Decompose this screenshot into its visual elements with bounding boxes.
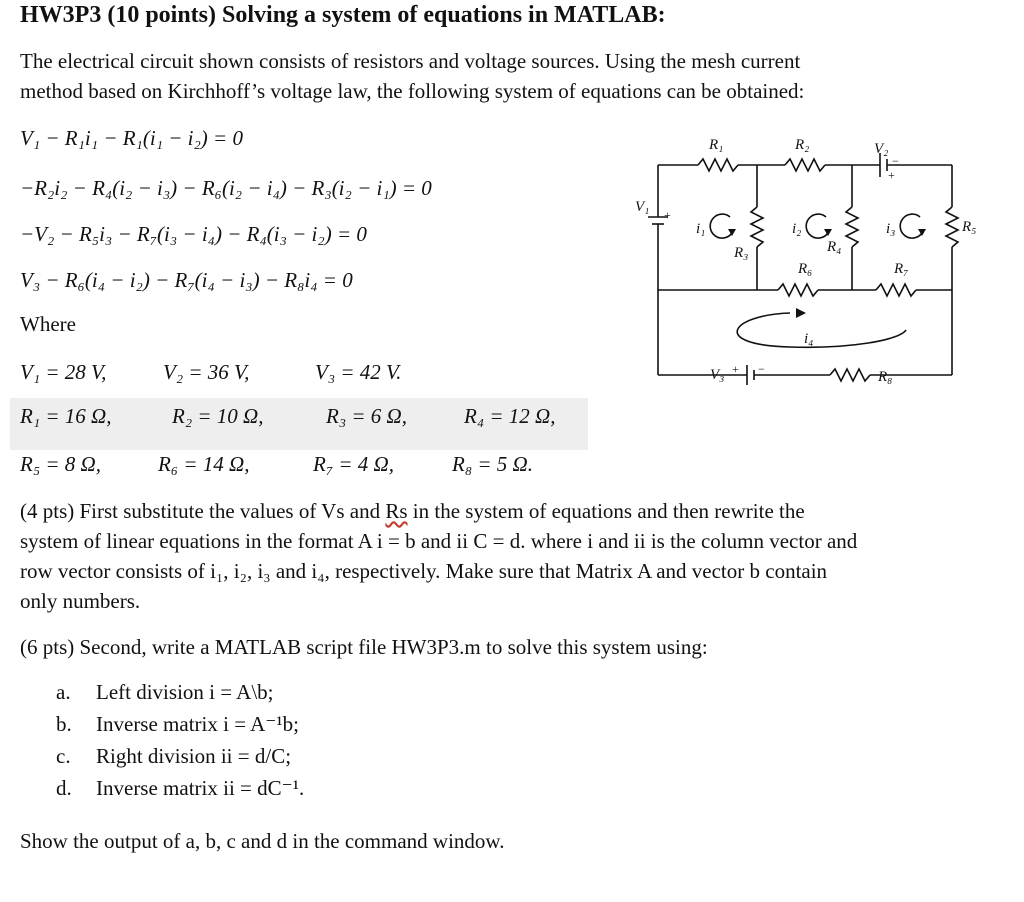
r7-value: R₇ = 4 Ω, (313, 452, 394, 476)
label-i4: i₄ (804, 331, 814, 347)
list-item-text: Left division i = A\b; (96, 680, 274, 704)
where-label: Where (20, 312, 76, 336)
part1-line-1-b: in the system of equations and then rewrite the (407, 499, 805, 523)
list-item (56, 776, 304, 801)
label-r5: R₅ (962, 219, 977, 235)
list-item-label: c. (56, 744, 71, 768)
label-v2-plus: + (888, 168, 895, 182)
list-item-text: Inverse matrix i = A⁻¹b; (96, 712, 300, 736)
r2-value: R₂ = 10 Ω, (172, 404, 264, 428)
page-title: HW3P3 (10 points) Solving a system of equations in MATLAB: (20, 2, 666, 28)
label-v1-plus: + (664, 208, 671, 222)
r1-value: R₁ = 16 Ω, (20, 404, 112, 428)
v1-value: V₁ = 28 V, (20, 360, 107, 384)
part1-line-2: system of linear equations in the format A i = b and ii C = d. where i and ii is the column vector and (20, 529, 858, 553)
equation-1: V₁ − R₁i₁ − R₁(i₁ − i₂) = 0 (20, 126, 243, 150)
r6-resistor (778, 284, 818, 296)
equation-2: −R₂i₂ − R₄(i₂ − i₃) − R₆(i₂ − i₄) − R₃(i₂ − i₁) = 0 (20, 176, 432, 200)
list-item (56, 712, 299, 737)
label-r2: R₂ (795, 137, 810, 153)
label-r1: R₁ (709, 137, 724, 153)
part1-rs-word: Rs (385, 499, 408, 523)
r1-resistor (698, 159, 738, 171)
label-i2: i₂ (792, 221, 802, 237)
r3-value: R₃ = 6 Ω, (326, 404, 407, 428)
r4-resistor (846, 207, 858, 247)
label-v2: V₂ (874, 141, 889, 157)
part1-line-3: row vector consists of i₁, i₂, i₃ and i₄, respectively. Make sure that Matrix A and vector b contain (20, 559, 828, 583)
equation-4: V₃ − R₆(i₄ − i₂) − R₇(i₄ − i₃) − R₈i₄ = 0 (20, 268, 353, 292)
label-r8: R₈ (878, 369, 893, 385)
r2-resistor (785, 159, 825, 171)
list-item-label: b. (56, 712, 72, 736)
list-item-text: Inverse matrix ii = dC⁻¹. (96, 776, 305, 800)
intro-line-2: method based on Kirchhoff’s voltage law, the following system of equations can be obtained: (20, 79, 805, 103)
r8-resistor (830, 369, 870, 381)
v3-value: V₃ = 42 V. (315, 360, 402, 384)
v2-value: V₂ = 36 V, (163, 360, 250, 384)
label-v1: V₁ (635, 199, 650, 215)
label-r7: R₇ (894, 261, 909, 277)
label-v3-minus: − (758, 362, 765, 376)
label-r4: R₄ (827, 239, 842, 255)
label-i1: i₁ (696, 221, 706, 237)
label-v3: V₃ (710, 367, 725, 383)
part1-line-1 (20, 496, 805, 526)
mesh-i2-arrow (806, 214, 828, 238)
list-item-label: a. (56, 680, 71, 704)
label-v3-plus: + (732, 362, 739, 376)
r6-value: R₆ = 14 Ω, (158, 452, 250, 476)
r5-resistor (946, 207, 958, 247)
label-r6: R₆ (798, 261, 813, 277)
label-i3: i₃ (886, 221, 896, 237)
r5-value: R₅ = 8 Ω, (20, 452, 101, 476)
part1-line-1-a: (4 pts) First substitute the values of Vs and (20, 499, 386, 523)
list-item-text: Right division ii = d/C; (96, 744, 292, 768)
part1-line-4: only numbers. (20, 589, 141, 613)
list-item (56, 744, 291, 769)
list-item-label: d. (56, 776, 72, 800)
closing-text: Show the output of a, b, c and d in the command window. (20, 829, 505, 853)
label-v2-minus: − (892, 154, 899, 168)
part2-text: (6 pts) Second, write a MATLAB script file HW3P3.m to solve this system using: (20, 635, 708, 659)
circuit-diagram (630, 125, 1014, 410)
list-item (56, 680, 274, 705)
intro-line-1: The electrical circuit shown consists of resistors and voltage sources. Using the mesh current (20, 49, 801, 73)
mesh-i4-arrow (737, 313, 906, 347)
equation-3: −V₂ − R₅i₃ − R₇(i₃ − i₄) − R₄(i₃ − i₂) = 0 (20, 222, 367, 246)
r4-value: R₄ = 12 Ω, (464, 404, 556, 428)
r8-value: R₈ = 5 Ω. (452, 452, 533, 476)
mesh-i1-arrow (710, 214, 732, 238)
r3-resistor (751, 207, 763, 247)
r7-resistor (876, 284, 916, 296)
label-r3: R₃ (734, 245, 749, 261)
mesh-i3-arrow (900, 214, 922, 238)
